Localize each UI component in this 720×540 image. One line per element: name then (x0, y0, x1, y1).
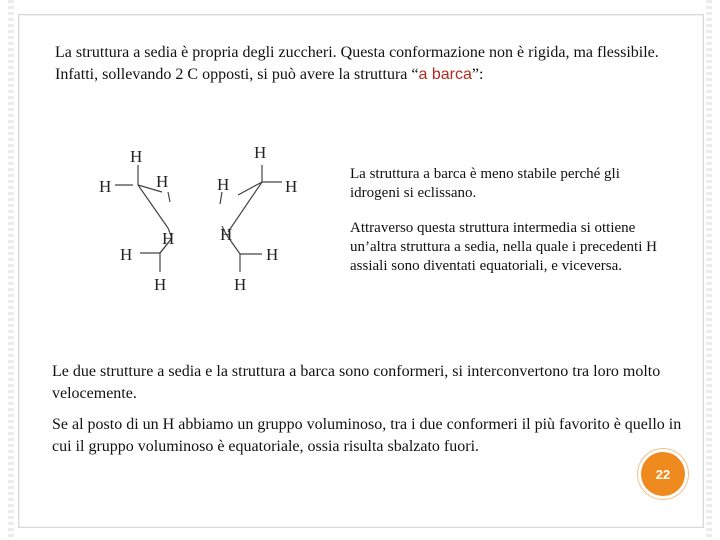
hydrogen-label: H (285, 177, 298, 196)
hydrogen-label: H (99, 177, 112, 196)
bond (228, 182, 262, 232)
hydrogen-label: H (220, 225, 233, 244)
right-text-2: Attraverso questa struttura intermedia si ottiene un’altra struttura a sedia, nella quale i precedenti H assiali sono diventati equatoriali, e viceversa. (350, 220, 657, 274)
hydrogen-label: H (162, 229, 175, 248)
paragraph-equatorial: Se al posto di un H abbiamo un gruppo voluminoso, tra i due conformeri il più favorito è quello in cui il gruppo voluminoso è equatoriale, ossia risulta sbalzato fuori. (52, 416, 682, 455)
right-text-1: La struttura a barca è meno stabile perché gli idrogeni si eclissano. (350, 166, 620, 201)
boat-conformation-diagram (90, 140, 320, 300)
hydrogen-label: H (130, 147, 143, 166)
left-edge-decoration (8, 0, 14, 540)
intro-highlight: a barca (418, 66, 472, 83)
bond-hidden (172, 234, 226, 238)
hydrogen-label: H (217, 175, 230, 194)
intro-text-2: ”: (471, 66, 484, 83)
bond (238, 182, 262, 195)
hydrogen-label: H (120, 245, 133, 264)
hydrogen-label: H (156, 172, 169, 191)
intro-text-1: La struttura a sedia è propria degli zuccheri. Questa conformazione non è rigida, ma flessibile. Infatti, sollevando 2 C opposti, si può avere la struttura “ (55, 44, 659, 83)
hydrogen-label: H (234, 275, 247, 294)
intro-paragraph (55, 42, 675, 86)
right-edge-decoration (706, 0, 712, 540)
page-number: 22 (655, 466, 671, 482)
hydrogen-label: H (254, 143, 267, 162)
page-number-badge (641, 452, 685, 496)
paragraph-conformers: Le due strutture a sedia e la struttura a barca sono conformeri, si interconvertono tra loro molto velocemente. (52, 363, 661, 402)
bond (138, 185, 168, 228)
bond (168, 192, 170, 202)
hydrogen-label: H (266, 245, 279, 264)
hydrogen-label: H (154, 275, 167, 294)
